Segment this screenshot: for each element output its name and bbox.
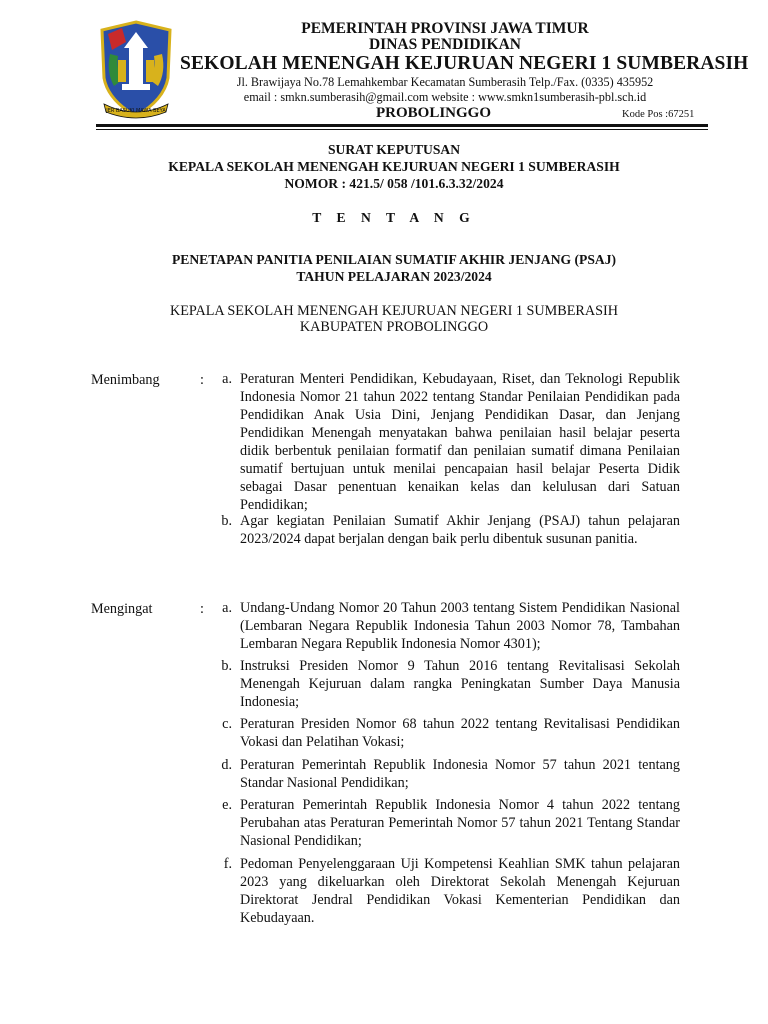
city-name: PROBOLINGGO <box>376 105 492 121</box>
mengingat-item: Peraturan Pemerintah Republik Indonesia Nomor 4 tahun 2022 tentang Perubahan atas Peraturan Pemerintah Nomor 57 tahun 2021 Tentang Standar Nasional Pendidikan; <box>240 797 680 849</box>
menimbang-letter: a. <box>222 371 232 387</box>
head-title: KEPALA SEKOLAH MENENGAH KEJURUAN NEGERI 1 SUMBERASIH <box>170 303 618 319</box>
tentang-heading: T E N T A N G <box>312 210 476 225</box>
decree-subject: PENETAPAN PANITIA PENILAIAN SUMATIF AKHIR JENJANG (PSAJ) <box>171 252 617 267</box>
menimbang-letter: b. <box>221 513 232 529</box>
mengingat-letter: c. <box>222 716 232 732</box>
school-address: Jl. Brawijaya No.78 Lemahkembar Kecamatan Sumberasih Telp./Fax. (0335) 435952 <box>236 75 654 89</box>
mengingat-letter: e. <box>222 797 232 813</box>
mengingat-item: Instruksi Presiden Nomor 9 Tahun 2016 tentang Revitalisasi Sekolah Menengah Kejuruan dalam rangka Peningkatan Sumber Daya Manusia Indonesia; <box>240 658 680 710</box>
mengingat-item: Peraturan Pemerintah Republik Indonesia Nomor 57 tahun 2021 tentang Standar Nasional Pendidikan; <box>240 757 680 791</box>
mengingat-letter: f. <box>223 856 232 872</box>
regency-name: KABUPATEN PROBOLINGGO <box>299 319 489 335</box>
dept-header: DINAS PENDIDIKAN <box>368 36 521 53</box>
menimbang-colon: : <box>200 372 204 388</box>
mengingat-label: Mengingat <box>91 601 153 617</box>
decree-number: NOMOR : 421.5/ 058 /101.6.3.32/2024 <box>284 176 504 191</box>
gov-header: PEMERINTAH PROVINSI JAWA TIMUR <box>301 20 589 37</box>
mengingat-item: Peraturan Presiden Nomor 68 tahun 2022 tentang Revitalisasi Pendidikan Vokasi dan Pelatihan Vokasi; <box>240 716 680 750</box>
menimbang-item: Agar kegiatan Penilaian Sumatif Akhir Jenjang (PSAJ) tahun pelajaran 2023/2024 dapat berjalan dengan baik perlu dibentuk susunan panitia. <box>240 513 680 547</box>
mengingat-letter: a. <box>222 600 232 616</box>
logo-ribbon-text: JER BASUKI MAWA BEYA <box>106 108 166 114</box>
mengingat-letter: b. <box>221 658 232 674</box>
mengingat-item: Undang-Undang Nomor 20 Tahun 2003 tentang Sistem Pendidikan Nasional (Lembaran Negara Republik Indonesia Tahun 2003 Nomor 78, Tambahan Lembaran Negara Republik Indonesia Nomor 4301); <box>240 600 680 652</box>
header-rule-thick <box>96 124 708 127</box>
school-name: SEKOLAH MENENGAH KEJURUAN NEGERI 1 SUMBERASIH <box>180 53 749 74</box>
mengingat-colon: : <box>200 601 204 617</box>
menimbang-label: Menimbang <box>91 372 160 388</box>
decree-title: SURAT KEPUTUSAN <box>327 142 461 157</box>
provincial-emblem-logo <box>96 20 176 120</box>
mengingat-item: Pedoman Penyelenggaraan Uji Kompetensi Keahlian SMK tahun pelajaran 2023 yang dikeluarkan oleh Direktorat Sekolah Menengah Kejuruan Direktorat Jendral Pendidikan Vokasi Kementerian Pendidikan dan Kebudayaan. <box>240 856 680 926</box>
school-contact: email : smkn.sumberasih@gmail.com website : www.smkn1sumberasih-pbl.sch.id <box>243 90 647 104</box>
decree-year: TAHUN PELAJARAN 2023/2024 <box>296 269 492 284</box>
postal-code: Kode Pos :67251 <box>622 109 695 120</box>
mengingat-letter: d. <box>221 757 232 773</box>
decree-issuer: KEPALA SEKOLAH MENENGAH KEJURUAN NEGERI 1 SUMBERASIH <box>168 159 620 174</box>
header-rule-thin <box>96 129 708 130</box>
menimbang-item: Peraturan Menteri Pendidikan, Kebudayaan, Riset, dan Teknologi Republik Indonesia Nomor 21 tahun 2022 tentang Standar Penilaian Pendidikan pada Pendidikan Anak Usia Dini, Jenjang Pendidikan Dasar, dan Jenjang Pendidikan Menengah menyatakan bahwa penilaian hasil belajar peserta didik berbentuk penilaian formatif dan penilaian sumatif dimana Penilaian sumatif bertujuan untuk menilai pencapaian hasil belajar Peserta Didik sebagai Dasar penentuan kenaikan kelas dan kelulusan dari Satuan Pendidikan; <box>240 371 680 513</box>
